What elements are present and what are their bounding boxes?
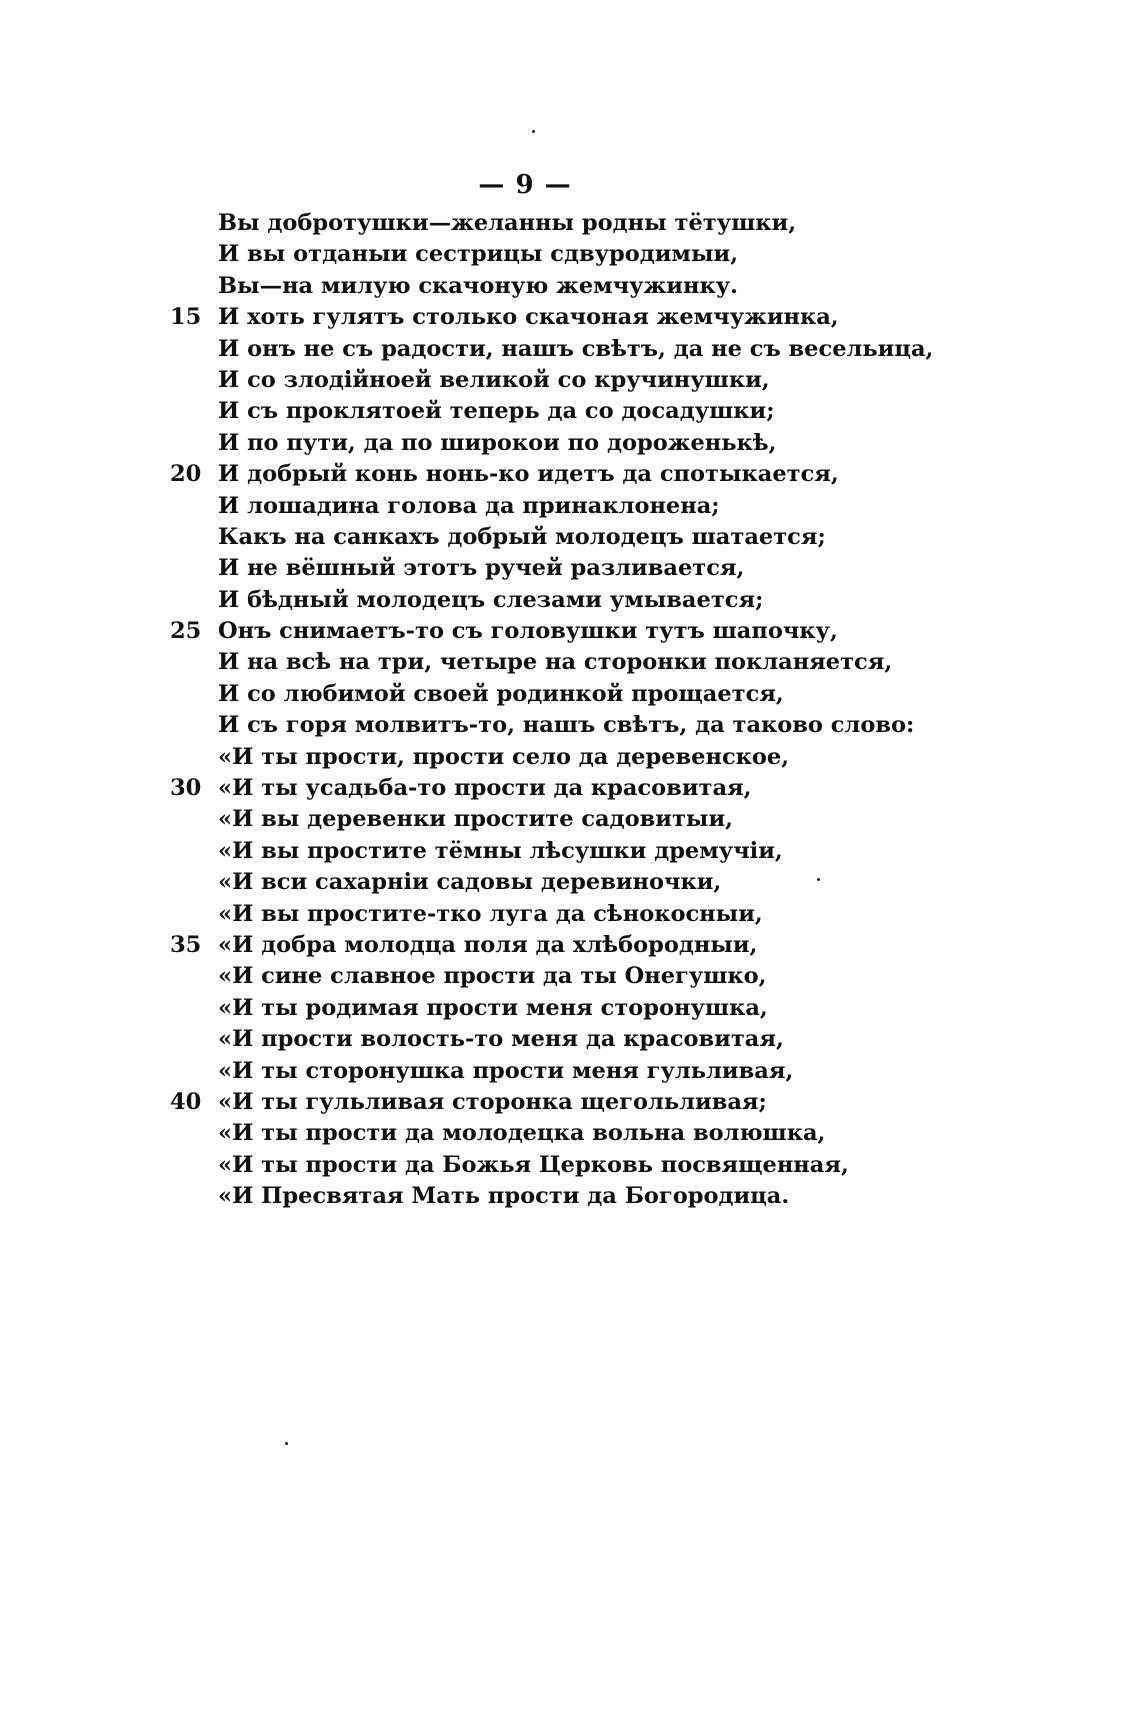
line-text: И по пути, да по широкои по дороженькѣ, <box>218 429 777 456</box>
poem-line <box>170 616 1030 647</box>
line-text: И на всѣ на три, четыре на сторонки покланяется, <box>218 649 893 676</box>
line-text: «И вы деревенки простите садовитыи, <box>218 806 733 833</box>
line-text: «И ты прости, прости село да деревенское, <box>218 743 790 770</box>
poem-line <box>170 522 1030 553</box>
poem-line <box>170 899 1030 930</box>
line-text: И добрый конь нонь-ко идетъ да спотыкается, <box>218 461 839 488</box>
poem-line <box>170 553 1030 584</box>
poem-line <box>170 930 1030 961</box>
poem-line <box>170 239 1030 270</box>
line-text: И бѣдный молодецъ слезами умывается; <box>218 586 764 613</box>
line-text: Какъ на санкахъ добрый молодецъ шатается; <box>218 523 826 550</box>
line-text: И вы отданыи сестрицы сдвуродимыи, <box>218 241 739 268</box>
line-text: «И ты усадьба-то прости да красовитая, <box>218 775 752 802</box>
poem-line <box>170 396 1030 427</box>
line-text: И со злодійноей великой со кручинушки, <box>218 366 770 393</box>
poem-line <box>170 302 1030 333</box>
print-speck <box>532 130 535 133</box>
line-text: И со любимой своей родинкой прощается, <box>218 680 784 707</box>
line-text: И онъ не съ радости, нашъ свѣтъ, да не съ весельица, <box>218 335 934 362</box>
line-text: И лошадина голова да принаклонена; <box>218 492 720 519</box>
line-number: 35 <box>170 931 202 958</box>
poem-line <box>170 836 1030 867</box>
line-number: 20 <box>170 461 202 488</box>
line-text: «И вси сахарніи садовы деревиночки, <box>218 869 722 896</box>
line-text: И хоть гулятъ столько скачоная жемчужинка, <box>218 304 839 331</box>
line-text: Вы добротушки—желанны родны тётушки, <box>218 210 797 236</box>
poem-line <box>170 208 1030 239</box>
poem-line <box>170 679 1030 710</box>
poem-line <box>170 804 1030 835</box>
line-number: 15 <box>170 304 202 331</box>
poem-line <box>170 773 1030 804</box>
line-number: 25 <box>170 618 202 645</box>
line-text: «И добра молодца поля да хлѣбородныи, <box>218 931 758 958</box>
poem-line <box>170 585 1030 616</box>
print-speck <box>285 1442 288 1445</box>
poem-line <box>170 459 1030 490</box>
poem-line <box>170 647 1030 678</box>
poem-line <box>170 1118 1030 1149</box>
print-speck <box>817 878 820 881</box>
poem-line <box>170 271 1030 302</box>
page-number: — 9 — <box>478 170 572 200</box>
poem-line <box>170 1087 1030 1118</box>
poem-line <box>170 1024 1030 1055</box>
line-text: И съ горя молвитъ-то, нашъ свѣтъ, да таково слово: <box>218 712 915 739</box>
line-number: 40 <box>170 1088 202 1115</box>
poem-line <box>170 1181 1030 1212</box>
poem-line <box>170 428 1030 459</box>
line-text: «И ты сторонушка прости меня гульливая, <box>218 1057 794 1084</box>
line-text: Вы—на милую скачоную жемчужинку. <box>218 272 738 299</box>
poem-line <box>170 334 1030 365</box>
line-text: И съ проклятоей теперь да со досадушки; <box>218 398 775 425</box>
poem-line <box>170 961 1030 992</box>
poem-text <box>170 208 1030 1213</box>
poem-line <box>170 710 1030 741</box>
poem-line <box>170 993 1030 1024</box>
line-text: «И сине славное прости да ты Онегушко, <box>218 963 767 990</box>
poem-line <box>170 365 1030 396</box>
poem-line <box>170 1150 1030 1181</box>
line-text: «И ты родимая прости меня сторонушка, <box>218 994 768 1021</box>
line-number: 30 <box>170 775 202 802</box>
poem-line <box>170 1056 1030 1087</box>
line-text: «И ты прости да Божья Церковь посвященная, <box>218 1151 849 1178</box>
line-text: И не вёшный этотъ ручей разливается, <box>218 555 745 582</box>
line-text: «И вы простите тёмны лѣсушки дремучіи, <box>218 837 783 864</box>
line-text: «И Пресвятая Мать прости да Богородица. <box>218 1183 790 1210</box>
poem-line <box>170 867 1030 898</box>
line-text: «И прости волость-то меня да красовитая, <box>218 1026 784 1053</box>
line-text: «И вы простите-тко луга да сѣнокосныи, <box>218 900 763 927</box>
line-text: «И ты прости да молодецка вольна волюшка, <box>218 1120 826 1147</box>
poem-line <box>170 742 1030 773</box>
line-text: Онъ снимаетъ-то съ головушки тутъ шапочку, <box>218 618 838 645</box>
poem-line <box>170 491 1030 522</box>
line-text: «И ты гульливая сторонка щегольливая; <box>218 1088 767 1115</box>
